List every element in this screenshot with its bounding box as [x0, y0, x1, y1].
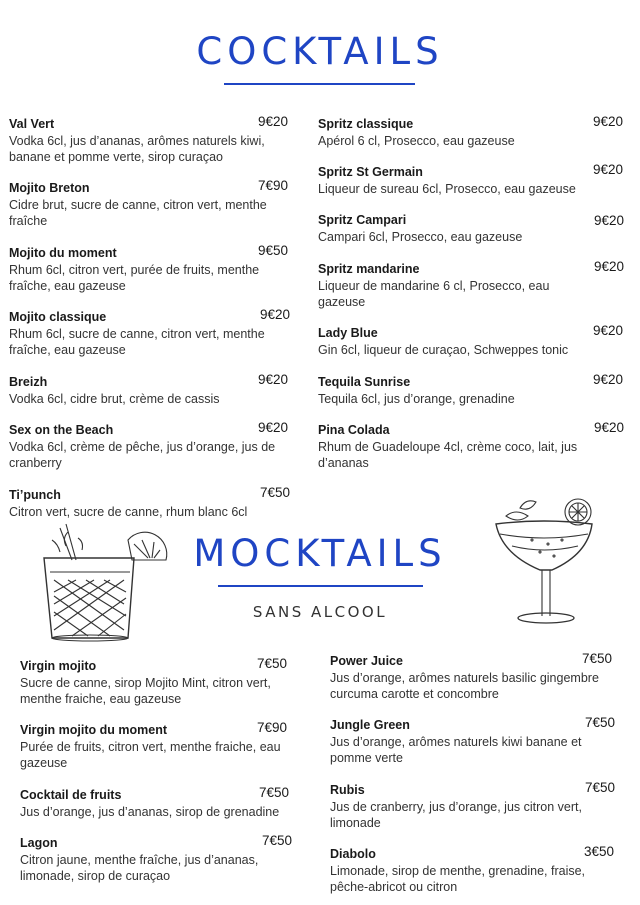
item-description: Gin 6cl, liqueur de curaçao, Schweppes tonic [318, 343, 569, 357]
cocktails-title: COCKTAILS [196, 30, 444, 73]
title-divider [224, 83, 415, 85]
item-name: Ti’punch [9, 488, 61, 502]
item-description: Campari 6cl, Prosecco, eau gazeuse [318, 230, 523, 244]
title-divider [218, 585, 423, 587]
item-description: Liqueur de sureau 6cl, Prosecco, eau gazeuse [318, 182, 576, 196]
item-description: Sucre de canne, sirop Mojito Mint, citron vert, menthe fraiche, eau gazeuse [20, 676, 271, 707]
item-description: Jus d’orange, arômes naturels kiwi banane et pomme verte [330, 735, 582, 766]
item-description: Limonade, sirop de menthe, grenadine, fraise, pêche-abricot ou citron [330, 864, 586, 895]
item-description: Liqueur de mandarine 6 cl, Prosecco, eau gazeuse [318, 279, 550, 310]
item-price: 7€50 [260, 485, 291, 500]
item-description: Tequila 6cl, jus d’orange, grenadine [318, 392, 515, 406]
item-price: 9€20 [593, 323, 624, 338]
item-name: Diabolo [330, 847, 376, 861]
item-description: Citron jaune, menthe fraîche, jus d’ananas, limonade, sirop de curaçao [20, 853, 259, 884]
item-name: Pina Colada [318, 423, 390, 437]
item-name: Virgin mojito [20, 659, 97, 673]
item-name: Spritz St Germain [318, 165, 423, 179]
item-price: 7€50 [585, 715, 616, 730]
item-name: Mojito Breton [9, 181, 90, 195]
item-description: Apérol 6 cl, Prosecco, eau gazeuse [318, 134, 515, 148]
item-description: Rhum de Guadeloupe 4cl, crème coco, lait, jus d’ananas [318, 440, 578, 471]
item-name: Sex on the Beach [9, 423, 114, 437]
item-price: 7€90 [258, 178, 289, 193]
item-price: 9€20 [593, 162, 624, 177]
item-description: Rhum 6cl, sucre de canne, citron vert, menthe fraîche, eau gazeuse [9, 327, 265, 358]
item-name: Rubis [330, 783, 365, 797]
item-name: Lady Blue [318, 326, 378, 340]
mocktails-subtitle: SANS ALCOOL [252, 603, 388, 621]
item-description: Jus d’orange, arômes naturels basilic gingembre curcuma carotte et concombre [330, 671, 599, 702]
item-price: 9€20 [594, 259, 625, 274]
item-description: Vodka 6cl, jus d’ananas, arômes naturels kiwi, banane et pomme verte, sirop curaçao [9, 134, 265, 165]
item-name: Spritz Campari [318, 213, 407, 227]
item-price: 9€20 [594, 213, 625, 228]
item-description: Jus de cranberry, jus d’orange, jus citron vert, limonade [330, 800, 582, 831]
item-name: Tequila Sunrise [318, 375, 411, 389]
item-price: 7€50 [262, 833, 293, 848]
item-description: Jus d’orange, jus d’ananas, sirop de grenadine [20, 805, 280, 819]
item-price: 9€20 [258, 114, 289, 129]
item-description: Rhum 6cl, citron vert, purée de fruits, menthe fraîche, eau gazeuse [9, 263, 260, 294]
item-name: Spritz mandarine [318, 262, 420, 276]
item-price: 9€20 [594, 420, 625, 435]
item-name: Power Juice [330, 654, 403, 668]
item-price: 9€20 [593, 372, 624, 387]
item-name: Breizh [9, 375, 48, 389]
item-description: Vodka 6cl, crème de pêche, jus d’orange, jus de cranberry [9, 440, 276, 471]
item-price: 7€50 [257, 656, 288, 671]
item-price: 3€50 [584, 844, 615, 859]
item-price: 9€20 [258, 372, 289, 387]
item-price: 9€20 [593, 114, 624, 129]
item-price: 9€50 [258, 243, 289, 258]
item-description: Vodka 6cl, cidre brut, crème de cassis [9, 392, 220, 406]
item-name: Jungle Green [330, 718, 410, 732]
item-description: Purée de fruits, citron vert, menthe fraiche, eau gazeuse [20, 740, 281, 771]
item-price: 9€20 [260, 307, 291, 322]
item-name: Val Vert [9, 117, 55, 131]
item-name: Cocktail de fruits [20, 788, 122, 802]
item-price: 7€50 [585, 780, 616, 795]
item-name: Mojito classique [9, 310, 107, 324]
item-price: 7€50 [582, 651, 613, 666]
item-price: 9€20 [258, 420, 289, 435]
item-description: Cidre brut, sucre de canne, citron vert, menthe fraîche [9, 198, 267, 229]
item-price: 7€50 [259, 785, 290, 800]
item-name: Mojito du moment [9, 246, 117, 260]
item-name: Virgin mojito du moment [20, 723, 167, 737]
mocktails-title: MOCKTAILS [193, 532, 447, 575]
item-name: Spritz classique [318, 117, 414, 131]
item-price: 7€90 [257, 720, 288, 735]
item-name: Lagon [20, 836, 58, 850]
item-description: Citron vert, sucre de canne, rhum blanc 6cl [9, 505, 248, 519]
